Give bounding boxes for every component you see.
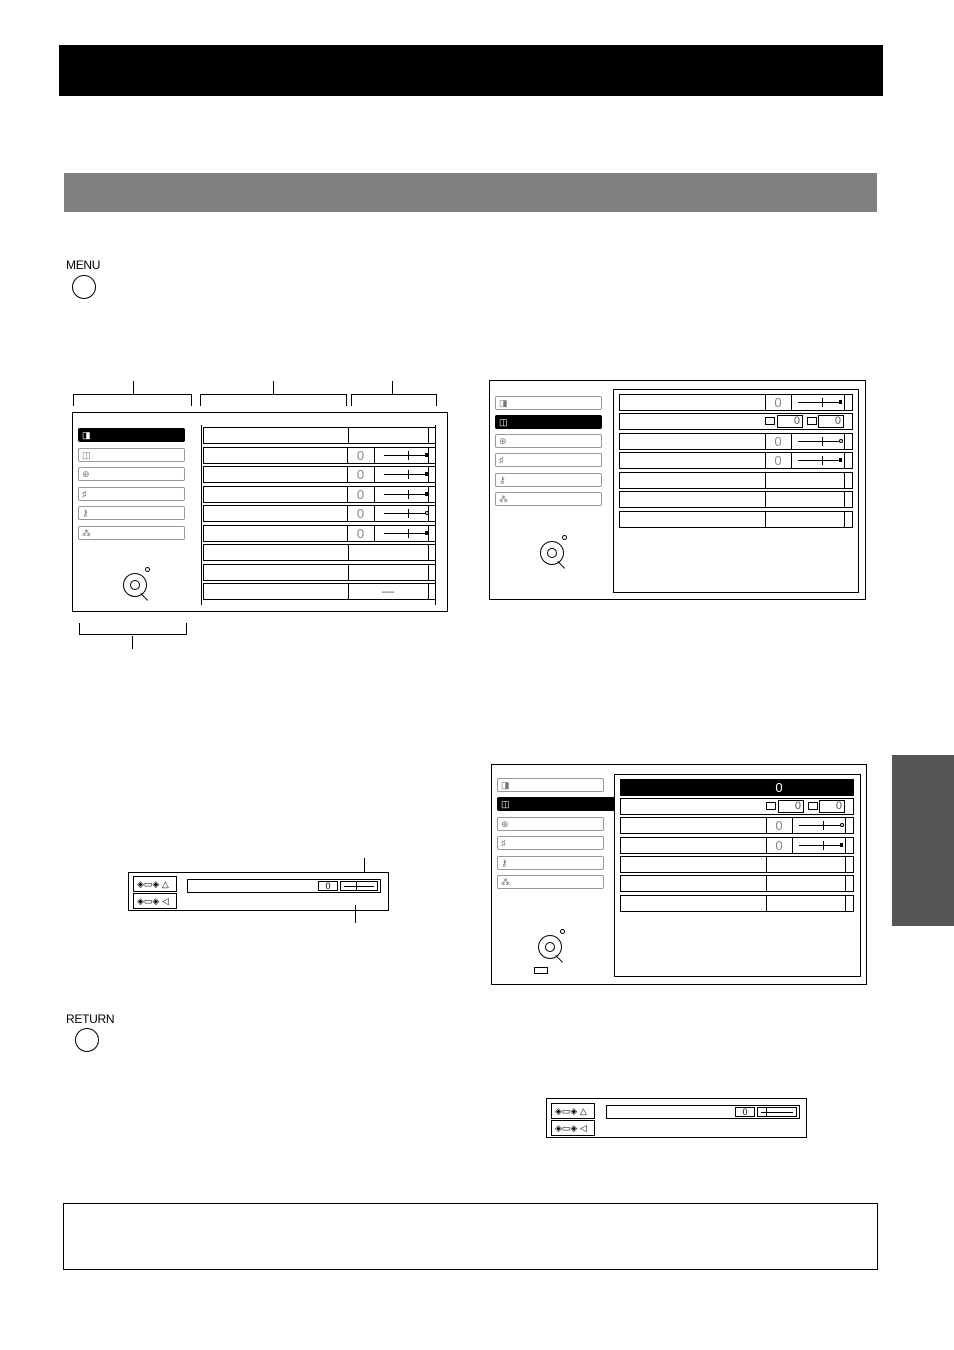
- language-icon: ⊕: [499, 436, 507, 446]
- b-side-item-option[interactable]: [495, 453, 602, 467]
- picture-icon: ◨: [501, 780, 510, 790]
- network-icon: ⁂: [501, 877, 510, 887]
- row-divider: [845, 818, 846, 833]
- slider-knob[interactable]: [408, 529, 409, 538]
- menu-a-row[interactable]: [203, 466, 436, 483]
- sub-menu-bracket-tick: [273, 381, 274, 394]
- position-icon: ◫: [501, 799, 510, 809]
- menu-c-row[interactable]: [620, 856, 854, 873]
- row-divider: [348, 565, 349, 580]
- menu-button-circle: [72, 275, 96, 299]
- menu-c-row[interactable]: [620, 817, 854, 834]
- b-side-item-language[interactable]: [495, 434, 602, 448]
- row-value: 0: [775, 780, 783, 795]
- row-divider: [428, 428, 429, 443]
- slider-knob[interactable]: [408, 490, 409, 499]
- menu-a-row[interactable]: [203, 583, 436, 600]
- row-divider: [766, 876, 767, 891]
- side-item-security[interactable]: [78, 506, 185, 520]
- slider-end: [839, 458, 842, 462]
- security-icon: ⚷: [499, 475, 506, 485]
- position-menu-selected-screen: [491, 764, 867, 985]
- row-divider: [428, 584, 429, 599]
- network-icon: ⁂: [499, 494, 508, 504]
- menu-b-row[interactable]: [619, 491, 853, 508]
- row-value: 0: [774, 395, 782, 410]
- slider-track[interactable]: [384, 474, 428, 475]
- row-divider: [766, 896, 767, 911]
- menu-a-row[interactable]: [203, 486, 436, 503]
- slider-knob[interactable]: [823, 783, 824, 792]
- slider-track[interactable]: [384, 513, 428, 514]
- b-side-item-security[interactable]: [495, 473, 602, 487]
- network-icon: ⁂: [82, 528, 91, 538]
- row-value-b: 0: [818, 415, 844, 428]
- row-divider: [374, 526, 375, 541]
- position-icon: ◫: [82, 450, 91, 460]
- menu-b-row[interactable]: [619, 452, 853, 469]
- menu-a-row[interactable]: [203, 564, 436, 581]
- row-divider: [844, 434, 845, 449]
- c-side-item-security[interactable]: [497, 856, 604, 870]
- main-menu-screen: [72, 412, 448, 612]
- picture-icon: ◨: [82, 430, 91, 440]
- slider-knob[interactable]: [822, 398, 823, 407]
- row-divider: [792, 838, 793, 853]
- picture-icon: ◨: [499, 398, 508, 408]
- slider-track[interactable]: [798, 441, 842, 442]
- row-divider: [845, 838, 846, 853]
- position-menu-screen: [489, 380, 866, 600]
- menu-a-row[interactable]: [203, 505, 436, 522]
- section-heading-bar: [64, 173, 877, 212]
- position-icon: ◫: [499, 417, 508, 427]
- adjust-bar-left-slider[interactable]: [340, 881, 378, 891]
- b-side-item-position[interactable]: [495, 415, 602, 429]
- row-value: 0: [356, 526, 365, 541]
- slider-knob[interactable]: [822, 437, 823, 446]
- row-value: 0: [775, 838, 783, 853]
- slider-knob[interactable]: [823, 841, 824, 850]
- row-value: 0: [356, 448, 365, 463]
- security-icon: ⚷: [501, 858, 508, 868]
- menu-c-row[interactable]: [620, 895, 854, 912]
- main-menu-bracket-bottom: [79, 623, 187, 635]
- row-divider: [374, 487, 375, 502]
- menu-b-row[interactable]: [619, 472, 853, 489]
- menu-a-row[interactable]: [203, 447, 436, 464]
- adjust-bar-right-slider[interactable]: [757, 1107, 797, 1117]
- slider-end: [840, 785, 843, 789]
- horizontal-icon: [766, 802, 776, 810]
- row-divider: [845, 780, 846, 795]
- menu-bracket-main: [73, 394, 192, 406]
- vertical-icon: [807, 417, 817, 425]
- row-divider: [844, 512, 845, 527]
- row-value: 0: [356, 506, 365, 521]
- sub-menu-bracket: [200, 394, 347, 406]
- row-divider: [374, 467, 375, 482]
- row-value: 0: [356, 487, 365, 502]
- menu-b-row[interactable]: [619, 511, 853, 528]
- return-button-label: RETURN: [66, 1012, 115, 1026]
- row-value: 0: [774, 434, 782, 449]
- keystone-up-icon[interactable]: ◈▭◈ △: [133, 876, 177, 892]
- slider-end: [839, 400, 842, 404]
- row-divider: [374, 448, 375, 463]
- security-icon: ⚷: [82, 508, 89, 518]
- row-divider: [428, 448, 429, 463]
- b-side-item-network[interactable]: [495, 492, 602, 506]
- row-divider: [792, 780, 793, 795]
- row-value: 0: [775, 818, 783, 833]
- row-divider: [374, 506, 375, 521]
- row-divider: [791, 453, 792, 468]
- slider-track[interactable]: [798, 402, 842, 403]
- button-indicator-icon: [534, 967, 548, 974]
- individual-adjust-bar-left: [128, 872, 389, 911]
- slider-knob[interactable]: [822, 456, 823, 465]
- slider-track[interactable]: [799, 825, 843, 826]
- menu-c-row[interactable]: [620, 837, 854, 854]
- row-divider: [844, 395, 845, 410]
- row-divider: [845, 896, 846, 911]
- menu-a-row[interactable]: [203, 525, 436, 542]
- row-value-a: 0: [777, 415, 803, 428]
- slider-knob[interactable]: [408, 509, 409, 518]
- slider-track[interactable]: [799, 845, 843, 846]
- side-item-network[interactable]: [78, 526, 185, 540]
- menu-a-row[interactable]: [203, 544, 436, 561]
- row-divider: [428, 526, 429, 541]
- menu-c-row[interactable]: [620, 798, 854, 815]
- slider-knob[interactable]: [408, 451, 409, 460]
- option-icon: ♯: [82, 489, 87, 499]
- slider-track[interactable]: [384, 533, 428, 534]
- chapter-side-tab: [892, 755, 954, 926]
- adjust-bar-callout-bottom: [355, 905, 356, 923]
- row-divider: [428, 545, 429, 560]
- return-button-circle: [75, 1028, 99, 1052]
- menu-c-row[interactable]: [620, 875, 854, 892]
- slider-end: [839, 439, 843, 443]
- c-side-item-network[interactable]: [497, 875, 604, 889]
- side-item-option[interactable]: [78, 487, 185, 501]
- side-item-language[interactable]: [78, 467, 185, 481]
- b-side-item-picture[interactable]: [495, 396, 602, 410]
- individual-adjust-bar-right: [546, 1098, 807, 1138]
- slider-knob[interactable]: [408, 470, 409, 479]
- note-box: [63, 1203, 878, 1270]
- c-side-item-option[interactable]: [497, 836, 604, 850]
- row-divider: [428, 565, 429, 580]
- page-title-bar: [59, 45, 883, 96]
- c-side-item-picture[interactable]: [497, 778, 604, 792]
- dpad-icon: [123, 573, 153, 603]
- adjust-bar-left[interactable]: [187, 879, 381, 893]
- row-divider: [791, 395, 792, 410]
- slider-track[interactable]: [384, 494, 428, 495]
- slider-track[interactable]: [384, 455, 428, 456]
- row-divider: [845, 857, 846, 872]
- row-value-text: —: [382, 584, 394, 598]
- setting-bracket: [351, 394, 437, 406]
- language-icon: ⊕: [501, 819, 509, 829]
- row-divider: [845, 876, 846, 891]
- menu-button-label: MENU: [66, 258, 101, 272]
- dpad-icon: [538, 935, 568, 965]
- language-icon: ⊕: [82, 469, 90, 479]
- keystone-down-icon[interactable]: ◈▭◈ ◁: [551, 1120, 595, 1136]
- row-divider: [428, 487, 429, 502]
- return-button[interactable]: [66, 1013, 136, 1057]
- horizontal-icon: [765, 417, 775, 425]
- slider-end: [840, 843, 843, 847]
- row-divider: [765, 473, 766, 488]
- side-item-position[interactable]: [78, 448, 185, 462]
- row-divider: [766, 857, 767, 872]
- menu-b-row[interactable]: [619, 394, 853, 411]
- c-side-item-language[interactable]: [497, 817, 604, 831]
- menu-c-row[interactable]: [620, 779, 854, 796]
- option-icon: ♯: [499, 455, 504, 465]
- slider-end: [840, 823, 844, 827]
- adjust-bar-callout-top: [364, 858, 365, 873]
- setting-bracket-tick: [392, 381, 393, 394]
- menu-b-row[interactable]: [619, 413, 853, 430]
- row-divider: [348, 584, 349, 599]
- keystone-up-icon[interactable]: ◈▭◈ △: [551, 1103, 595, 1119]
- menu-a-row[interactable]: [203, 427, 436, 444]
- slider-track[interactable]: [799, 787, 843, 788]
- adjust-bar-right[interactable]: [606, 1105, 800, 1119]
- slider-track[interactable]: [798, 460, 842, 461]
- dpad-icon: [540, 541, 570, 571]
- side-item-picture[interactable]: [78, 428, 185, 442]
- adjust-bar-right-value: 0: [735, 1107, 755, 1117]
- row-value: 0: [356, 467, 365, 482]
- adjust-bar-left-value: 0: [318, 881, 338, 891]
- row-divider: [428, 506, 429, 521]
- slider-knob[interactable]: [823, 821, 824, 830]
- menu-b-row[interactable]: [619, 433, 853, 450]
- c-side-item-position[interactable]: [497, 797, 615, 811]
- row-value-b: 0: [819, 800, 845, 813]
- row-divider: [428, 467, 429, 482]
- row-divider: [844, 473, 845, 488]
- row-divider: [792, 818, 793, 833]
- menu-bracket-main-tick: [133, 381, 134, 394]
- main-menu-bracket-bottom-tick: [132, 636, 133, 649]
- keystone-down-icon[interactable]: ◈▭◈ ◁: [133, 893, 177, 909]
- row-divider: [765, 492, 766, 507]
- row-divider: [348, 545, 349, 560]
- row-divider: [844, 492, 845, 507]
- menu-button[interactable]: [66, 259, 126, 303]
- option-icon: ♯: [501, 838, 506, 848]
- row-divider: [348, 428, 349, 443]
- row-value-a: 0: [778, 800, 804, 813]
- row-divider: [844, 453, 845, 468]
- row-divider: [765, 512, 766, 527]
- vertical-icon: [808, 802, 818, 810]
- row-value: 0: [774, 453, 782, 468]
- row-divider: [791, 434, 792, 449]
